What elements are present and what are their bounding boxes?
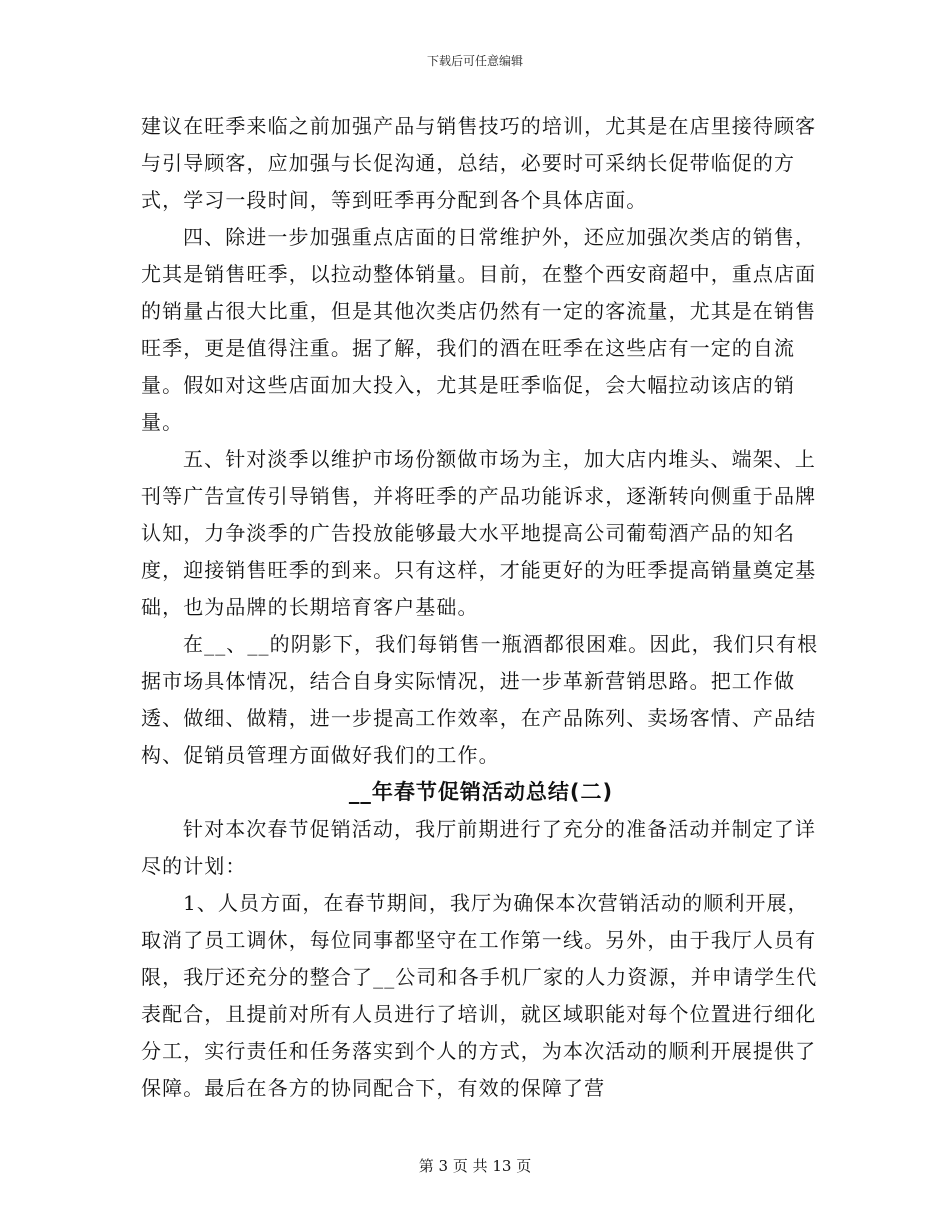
- paragraph-intro: 针对本次春节促销活动，我厅前期进行了充分的准备活动并制定了详尽的计划：: [141, 817, 816, 878]
- page-header: 下载后可任意编辑: [426, 54, 523, 68]
- document-body: [141, 108, 821, 1107]
- paragraph-conclusion: 在__、__的阴影下，我们每销售一瓶酒都很困难。因此，我们只有根据市场具体情况，结合自身实际情况，进一步革新营销思路。把工作做透、做细、做精，进一步提高工作效率，在产品陈列、卖场客情、产品结构、促销员管理方面做好我们的工作。: [141, 632, 819, 767]
- paragraph-personnel: 1、人员方面，在春节期间，我厅为确保本次营销活动的顺利开展，取消了员工调休，每位同事都坚守在工作第一线。另外，由于我厅人员有限，我厅还充分的整合了__公司和各手机厂家的人力资源，并申请学生代表配合，且提前对所有人员进行了培训，就区域职能对每个位置进行细化分工，实行责任和任务落实到个人的方式，为本次活动的顺利开展提供了保障。最后在各方的协同配合下，有效的保障了营: [141, 891, 818, 1100]
- page-footer: 第 3 页 共 13 页: [418, 1157, 532, 1175]
- paragraph-point-four: 四、除进一步加强重点店面的日常维护外，还应加强次类店的销售，尤其是销售旺季，以拉动整体销量。目前，在整个西安商超中，重点店面的销量占很大比重，但是其他次类店仍然有一定的客流量，尤其是在销售旺季，更是值得注重。据了解，我们的酒在旺季在这些店有一定的自流量。假如对这些店面加大投入，尤其是旺季临促，会大幅拉动该店的销量。: [141, 225, 817, 434]
- paragraph-point-five: 五、针对淡季以维护市场份额做市场为主，加大店内堆头、端架、上刊等广告宣传引导销售，并将旺季的产品功能诉求，逐渐转向侧重于品牌认知，力争淡季的广告投放能够最大水平地提高公司葡萄酒产品的知名度，迎接销售旺季的到来。只有这样，才能更好的为旺季提高销量奠定基础，也为品牌的长期培育客户基础。: [141, 447, 817, 619]
- paragraph-continuation: 建议在旺季来临之前加强产品与销售技巧的培训，尤其是在店里接待顾客与引导顾客，应加强与长促沟通，总结，必要时可采纳长促带临促的方式，学习一段时间，等到旺季再分配到各个具体店面。: [141, 114, 817, 212]
- section-title: __年春节促销活动总结(二): [348, 780, 614, 804]
